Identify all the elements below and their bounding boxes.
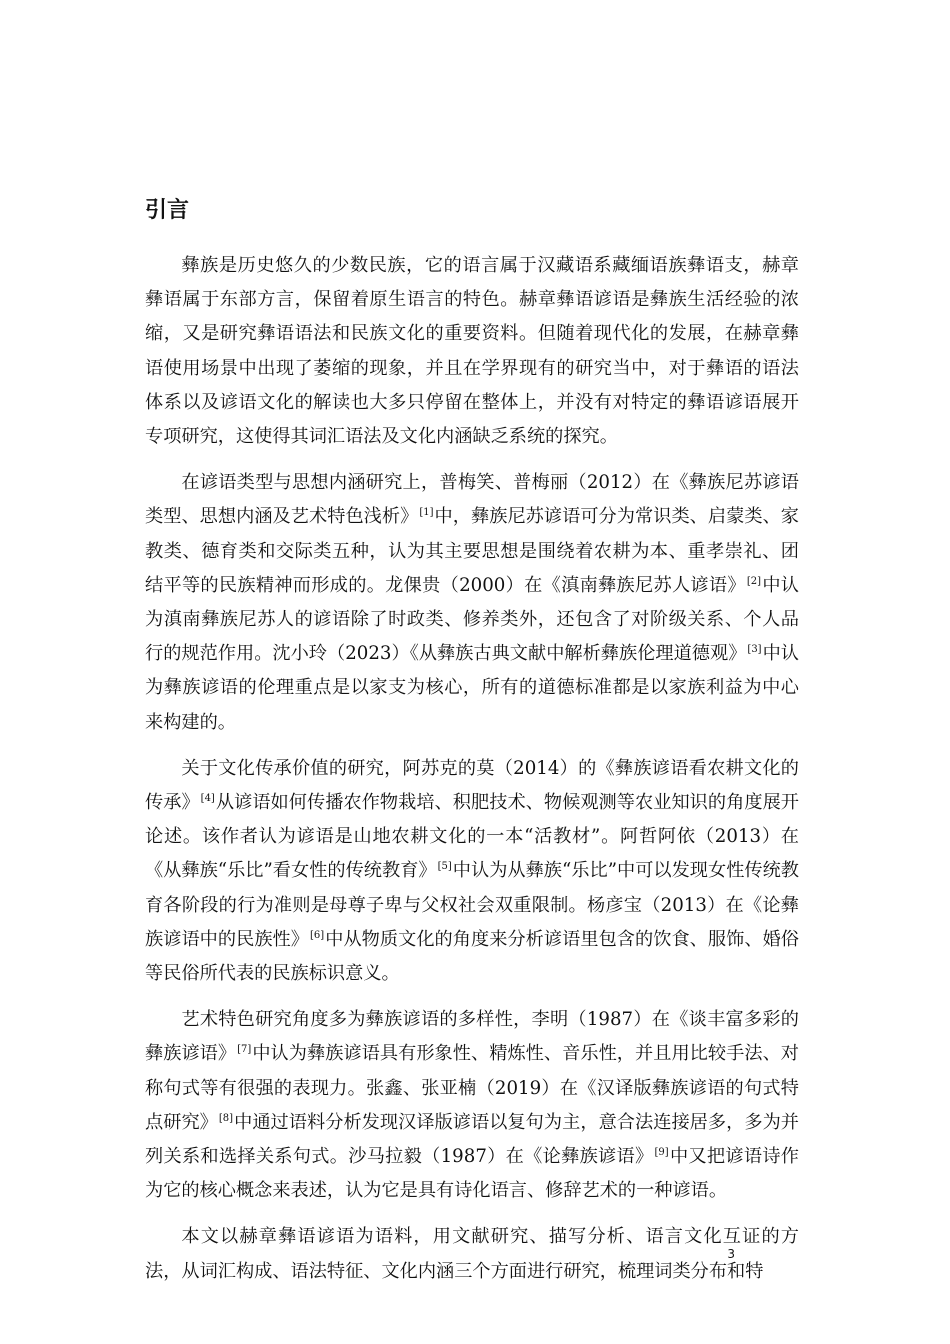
paragraph-text: 中通过语料分析发现汉译版谚语以复句为主，意合法连接居多，多为并列关系和选择关系句式。沙马拉毅（1987）在《论彝族谚语》	[145, 1111, 799, 1168]
citation-marker: [7]	[237, 1044, 252, 1056]
citation-marker: [2]	[746, 575, 762, 587]
citation-marker: [6]	[310, 929, 325, 941]
citation-marker: [1]	[419, 507, 434, 519]
paragraph-text: 中认为彝族谚语具有形象性、精炼性、音乐性，并且用比较手法、对称句式等有很强的表现力。张鑫、张亚楠（2019）在《汉译版彝族谚语的句式特点研究》	[145, 1043, 799, 1133]
page-number: 3	[727, 1247, 735, 1261]
paragraph	[145, 1003, 799, 1208]
citation-marker: [3]	[747, 644, 762, 656]
paragraph-text: 中认为滇南彝族尼苏人的谚语除了时政类、修养类外，还包含了对阶级关系、个人品行的规范作用。沈小玲（2023）《从彝族古典文献中解析彝族伦理道德观》	[145, 574, 799, 665]
paragraph-text: 中认为彝族谚语的伦理重点是以家支为核心，所有的道德标准都是以家族利益为中心来构建的。	[145, 643, 799, 733]
paragraph-text: 本文以赫章彝语谚语为语料，用文献研究、描写分析、语言文化互证的方法，从词汇构成、语法特征、文化内涵三个方面进行研究，梳理词类分布和特	[145, 1226, 799, 1282]
citation-marker: [5]	[437, 861, 452, 873]
paragraph-text: 中又把谚语诗作为它的核心概念来表述，认为它是具有诗化语言、修辞艺术的一种谚语。	[145, 1146, 799, 1202]
body-text	[145, 249, 799, 1301]
paragraph-text: 中从物质文化的角度来分析谚语里包含的饮食、服饰、婚俗等民俗所代表的民族标识意义。	[145, 928, 799, 985]
paragraph	[145, 249, 799, 454]
paragraph-text: 彝族是历史悠久的少数民族，它的语言属于汉藏语系藏缅语族彝语支，赫章彝语属于东部方言，保留着原生语言的特色。赫章彝语谚语是彝族生活经验的浓缩，又是研究彝语语法和民族文化的重要资料。但随着现代化的发展，在赫章彝语使用场景中出现了萎缩的现象，并且在学界现有的研究当中，对于彝语的语法体系以及谚语文化的解读也大多只停留在整体上，并没有对特定的彝语谚语展开专项研究，这使得其词汇语法及文化内涵缺乏系统的探究。	[145, 255, 799, 448]
paragraph-text: 在谚语类型与思想内涵研究上，普梅笑、普梅丽（2012）在《彝族尼苏谚语类型、思想内涵及艺术特色浅析》	[145, 472, 799, 528]
paragraph-text: 中，彝族尼苏谚语可分为常识类、启蒙类、家教类、德育类和交际类五种，认为其主要思想是围绕着农耕为本、重孝崇礼、团结平等的民族精神而形成的。龙倮贵（2000）在《滇南彝族尼苏人谚语》	[145, 506, 799, 596]
paragraph	[145, 466, 799, 740]
citation-marker: [8]	[218, 1112, 234, 1124]
section-heading: 引言	[145, 198, 190, 223]
paragraph	[145, 752, 799, 991]
citation-marker: [4]	[200, 792, 215, 804]
paragraph-text: 关于文化传承价值的研究，阿苏克的莫（2014）的《彝族谚语看农耕文化的传承》	[145, 757, 799, 814]
paragraph-text: 中认为从彝族“乐比”中可以发现女性传统教育各阶段的行为准则是母尊子卑与父权社会双重限制。杨彦宝（2013）在《论彝族谚语中的民族性》	[145, 860, 799, 950]
citation-marker: [9]	[654, 1147, 669, 1159]
paragraph-text: 从谚语如何传播农作物栽培、积肥技术、物候观测等农业知识的角度展开论述。该作者认为谚语是山地农耕文化的一本“活教材”。阿哲阿依（2013）在《从彝族“乐比”看女性的传统教育》	[145, 792, 799, 882]
paragraph-text: 艺术特色研究角度多为彝族谚语的多样性，李明（1987）在《谈丰富多彩的彝族谚语》	[145, 1009, 799, 1065]
